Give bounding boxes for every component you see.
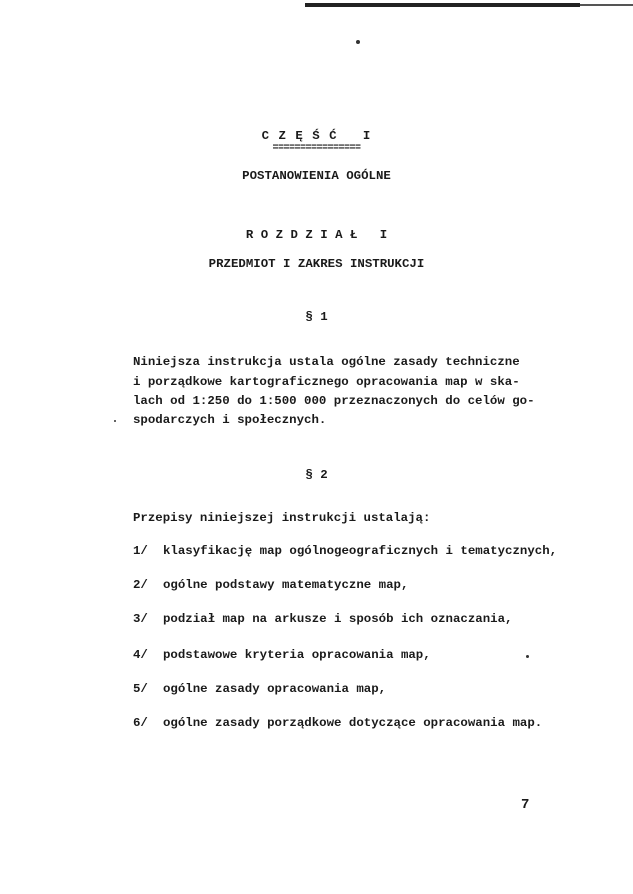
paragraph-line: spodarczych i społecznych. — [133, 413, 327, 427]
scan-speck — [526, 655, 529, 658]
list-item: podział map na arkusze i sposób ich oznaczania, — [163, 612, 513, 626]
list-item: klasyfikację map ogólnogeograficznych i tematycznych, — [163, 544, 558, 558]
scan-edge-line — [580, 4, 633, 6]
paragraph-line: Niniejsza instrukcja ustala ogólne zasady techniczne — [133, 355, 520, 369]
section-2-heading: § 2 — [305, 468, 328, 482]
list-item-number: 6/ — [133, 716, 148, 730]
list-item: ogólne zasady opracowania map, — [163, 682, 387, 696]
scan-speck — [356, 40, 360, 44]
page-number: 7 — [521, 797, 530, 813]
chapter-title: R O Z D Z I A Ł I — [245, 228, 388, 242]
list-item: podstawowe kryteria opracowania map, — [163, 648, 431, 662]
list-item-number: 3/ — [133, 612, 148, 626]
part-subtitle: POSTANOWIENIA OGÓLNE — [242, 169, 391, 183]
scan-edge-line — [305, 3, 580, 7]
part-title: C Z Ę Ś Ć I — [261, 129, 372, 143]
list-item: ogólne podstawy matematyczne map, — [163, 578, 409, 592]
list-item: ogólne zasady porządkowe dotyczące opracowania map. — [163, 716, 543, 730]
chapter-subtitle: PRZEDMIOT I ZAKRES INSTRUKCJI — [208, 257, 425, 271]
list-item-number: 4/ — [133, 648, 148, 662]
list-item-number: 5/ — [133, 682, 148, 696]
paragraph-line: i porządkowe kartograficznego opracowania map w ska- — [133, 375, 520, 389]
list-item-number: 1/ — [133, 544, 148, 558]
section-1-heading: § 1 — [305, 310, 328, 324]
scan-speck — [114, 420, 116, 422]
list-item-number: 2/ — [133, 578, 148, 592]
section-2-intro: Przepisy niniejszej instrukcji ustalają: — [133, 511, 431, 525]
paragraph-line: lach od 1:250 do 1:500 000 przeznaczonych do celów go- — [133, 394, 535, 408]
part-underline: ================ — [272, 143, 361, 154]
